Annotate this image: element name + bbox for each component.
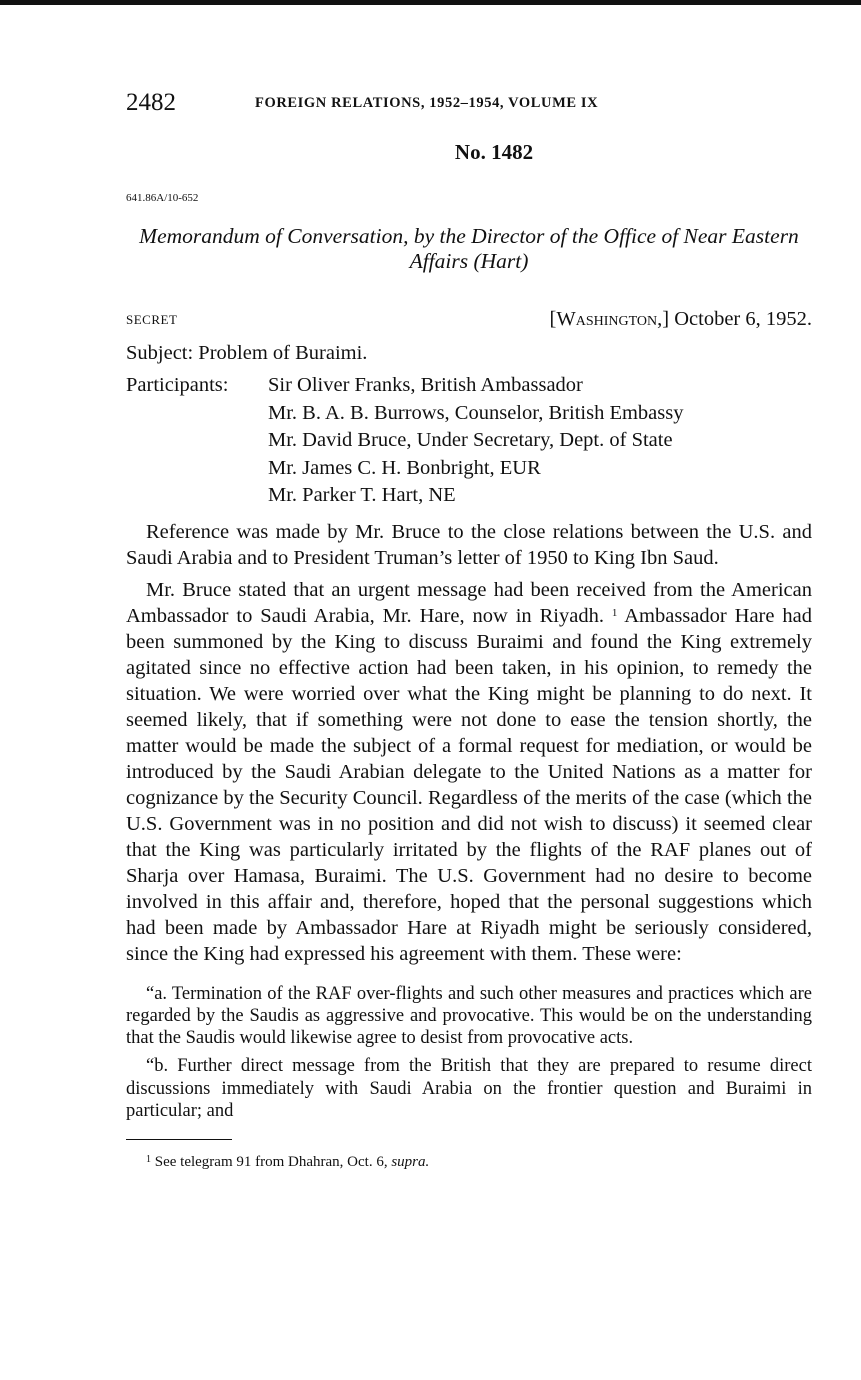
footnote-reference: 1 [611,606,618,619]
participant-item: Mr. James C. H. Bonbright, EUR [268,456,541,479]
footnote-text: See telegram 91 from Dhahran, Oct. 6, [154,1154,388,1171]
memo-title: Memorandum of Conversation, by the Director of the Office of Near Eastern Affairs (Hart) [139,224,799,273]
document-page [126,86,812,1172]
paragraph-text: Ambassador Hare had been summoned by the King to discuss Buraimi and found the King extremely agitated since no effective action had been taken, in his opinion, to remedy the situation. We were worried over what the King might be planning to do next. It seemed likely, that if something were not done to ease the tension shortly, the matter would be made the subject of a formal request for mediation, or would be introduced by the Saudi Arabian delegate to the United Nations as a matter for cognizance by the Security Council. Regardless of the merits of the case (which the U.S. Government was in no position and did not wish to discuss) it seemed clear that the King was particularly irritated by the flights of the RAF planes out of Sharja over Hamasa, Buraimi. The U.S. Government had no desire to become involved in this affair and, therefore, hoped that the personal suggestions which had been made by Ambassador Hare at Riyadh might be seriously considered, since the King had expressed his agreement with them. These were: [126,604,812,965]
paragraph-text: Mr. Bruce stated that an urgent message had been received from the American Ambassador to Saudi Arabia, Mr. Hare, now in Riyadh. [126,578,812,627]
participant-item: Sir Oliver Franks, British Ambassador [268,374,583,396]
place-and-date [550,306,812,332]
footnote-marker: 1 [146,1154,151,1166]
quoted-suggestions [126,983,812,1123]
quote-item-b: “b. Further direct message from the British that they are prepared to resume direct discussions immediately with Saudi Arabia on the frontier question and Buraimi in particular; and [126,1056,812,1121]
top-border-rule [0,0,861,5]
body-paragraph: Reference was made by Mr. Bruce to the close relations between the U.S. and Saudi Arabia and to President Truman’s letter of 1950 to King Ibn Saud. [126,520,812,569]
participant-item: Mr. Parker T. Hart, NE [268,484,456,506]
footnote-emphasis: supra. [391,1154,430,1171]
subject-line: Subject: Problem of Buraimi. [126,342,368,364]
file-reference: 641.86A/10-652 [126,192,199,204]
classification-date-line [126,306,812,332]
page-number: 2482 [126,89,176,116]
participant-list [126,372,812,510]
place: [Washington,] [549,308,670,330]
body-paragraph [126,577,812,967]
body-text [126,519,812,967]
participants-label: Participants: [126,374,229,396]
date: October 6, 1952. [674,308,812,330]
footnote-divider [126,1139,232,1140]
footnote [126,1152,812,1172]
running-title: FOREIGN RELATIONS, 1952–1954, VOLUME IX [255,95,599,111]
running-head [126,86,812,120]
participant-item: Mr. B. A. B. Burrows, Counselor, British Embassy [268,401,684,424]
quote-item-a: “a. Termination of the RAF over-flights and such other measures and practices which are regarded by the Saudis as aggressive and provocative. This would be on the understanding that the Saudis would likewise agree to desist from provocative acts. [126,983,812,1049]
participant-item: Mr. David Bruce, Under Secretary, Dept. of State [268,429,673,451]
document-number: No. 1482 [454,140,534,164]
participants-block [126,372,812,510]
classification-label: SECRET [126,312,178,327]
